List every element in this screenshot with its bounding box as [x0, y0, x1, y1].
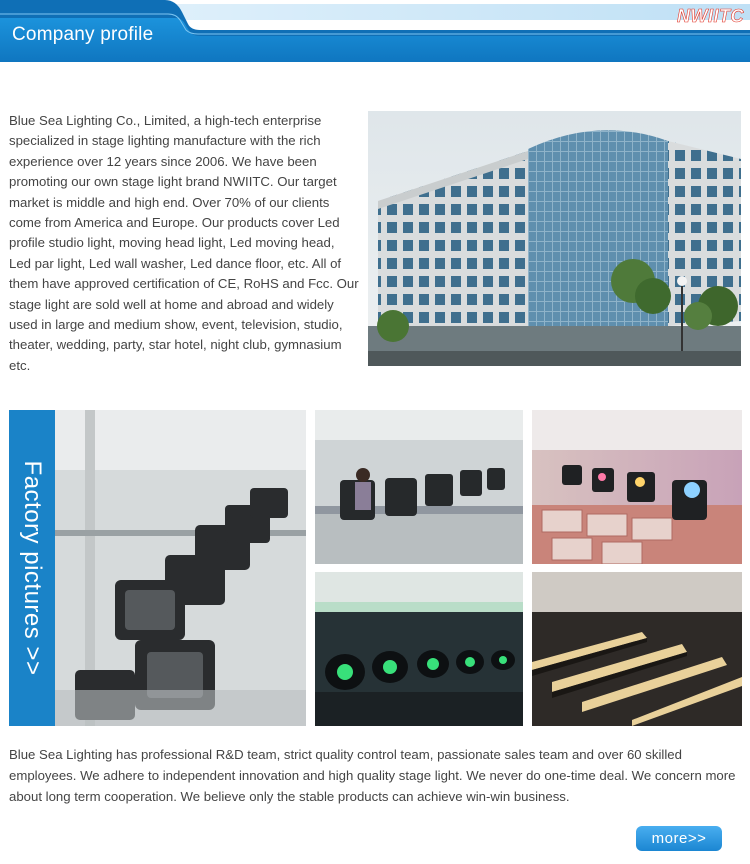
- factory-photo-assembly-line: [315, 410, 523, 564]
- page-header: [0, 0, 750, 62]
- factory-photo-wall-washers: [532, 572, 742, 726]
- page-title: Company profile: [12, 24, 154, 45]
- factory-pictures-label-text: Factory pictures >>: [19, 460, 46, 676]
- factory-photo-led-testing: [315, 572, 523, 726]
- factory-photo-main: [55, 410, 306, 726]
- company-intro-text: Blue Sea Lighting Co., Limited, a high-tech enterprise specialized in stage lighting manufacture with the rich experience over 12 years since 2006. We have been promoting our own stage light brand NWIITC. Our target market is middle and high end. Over 70% of our clients come from America and Europe. Our products cover Led profile studio light, moving head light, Led moving head, Led par light, Led wall washer, Led dance floor, etc. All of them have approved certification of CE, RoHS and Fcc. Our stage light are sold well at home and abroad and widely used in large and medium show, event, television, studio, theater, wedding, party, star hotel, night club, gymnasium etc.: [9, 113, 359, 373]
- company-building-photo: [368, 111, 741, 366]
- factory-pictures-label[interactable]: [9, 410, 55, 726]
- factory-photo-testing-area: [532, 410, 742, 564]
- company-team-text: Blue Sea Lighting has professional R&D team, strict quality control team, passionate sales team and over 60 skilled employees. We adhere to independent innovation and high quality stage light. We never do one-time deal. We concern more about long term cooperation. We believe only the stable products can achieve win-win business.: [9, 747, 736, 804]
- more-button[interactable]: more>>: [636, 826, 722, 851]
- brand-logo[interactable]: NWIITC: [677, 6, 744, 26]
